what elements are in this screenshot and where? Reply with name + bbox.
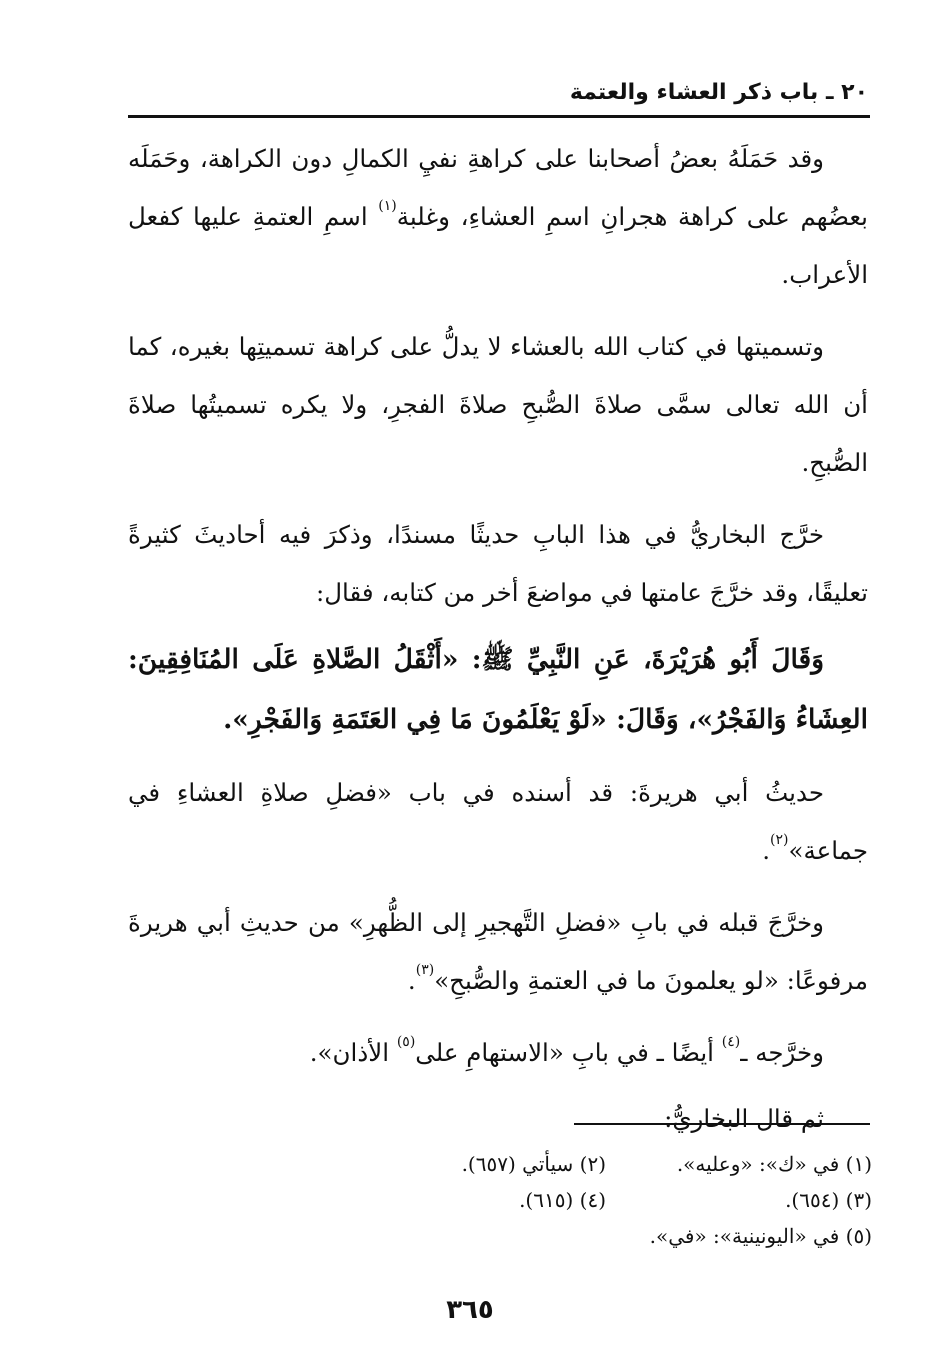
header-rule (128, 115, 870, 118)
paragraph-7: وخرَّجه ـ$^{(٤)}$ أيضًا ـ في بابِ «الاستهامِ على$^{(٥)}$ الأذان». (309, 1033, 824, 1067)
hadith-text: وَقَالَ أَبُو هُرَيْرَةَ، عَنِ النَّبِيِّ ﷺ: «أَثْقَلُ الصَّلاةِ عَلَى المُنَافِقِينَ: العِشَاءُ وَالفَجْرُ»، وَقَالَ: «لَوْ يَعْلَمُونَ مَا فِي العَتَمَةِ وَالفَجْرِ». (128, 644, 868, 735)
footnote-1: (١) في «ك»: «وعليه». (676, 1152, 872, 1176)
paragraph-3: خرَّج البخاريُّ في هذا البابِ حديثًا مسندًا، وذكرَ فيه أحاديثَ كثيرةً تعليقًا، وقد خرَّجَ عامتها في مواضعَ أخر من كتابه، فقال: (128, 520, 868, 607)
footnote-row (128, 1218, 872, 1254)
paragraph-5: حديثُ أبي هريرةَ: قد أسنده في باب «فضلِ صلاةِ العشاءِ في جماعة»$^{(٢)}$. (128, 778, 868, 865)
footnote-4: (٤) (٦١٥). (519, 1188, 606, 1212)
paragraph-8: ثم قال البخاريُّ: (664, 1104, 824, 1133)
footnote-3: (٣) (٦٥٤). (785, 1188, 872, 1212)
page-number: ٣٦٥ (446, 1295, 494, 1325)
chapter-header: ٢٠ ـ باب ذكر العشاء والعتمة (569, 80, 868, 105)
footnote-row (128, 1182, 872, 1218)
footnote-ref-1: (١) (378, 197, 397, 214)
footnotes (128, 1146, 872, 1254)
footnote-ref-4: (٤) (721, 1033, 741, 1050)
footnote-ref-2: (٢) (770, 831, 789, 848)
footnote-5: (٥) في «اليونينية»: «في». (649, 1224, 872, 1248)
paragraph-2: وتسميتها في كتاب الله بالعشاء لا يدلُّ على كراهة تسميتِها بغيره، كما أن الله تعالى سمَّى صلاةَ الصُّبحِ صلاةَ الفجرِ، ولا يكره تسميتُها صلاةَ الصُّبحِ. (128, 332, 868, 477)
footnote-rule (574, 1123, 870, 1125)
footnote-2: (٢) سيأتي (٦٥٧). (461, 1152, 606, 1176)
footnote-ref-3: (٣) (415, 961, 435, 978)
paragraph-6: وخرَّجَ قبله في بابِ «فضلِ التَّهجيرِ إلى الظُّهرِ» من حديثِ أبي هريرةَ مرفوعًا: «لو يعلمونَ ما في العتمةِ والصُّبحِ»$^{(٣)}$. (128, 908, 868, 995)
footnote-ref-5: (٥) (396, 1033, 416, 1050)
footnote-row (128, 1146, 872, 1182)
main-text (128, 130, 868, 1162)
paragraph-1: وقد حَمَلَهُ بعضُ أصحابنا على كراهةِ نفيِ الكمالِ دون الكراهة، وحَمَلَه بعضُهم على كراهة هجرانِ اسمِ العشاءِ، وغلبة$^{(١)}$ اسمِ العتمةِ عليها كفعل الأعراب. (128, 144, 868, 289)
